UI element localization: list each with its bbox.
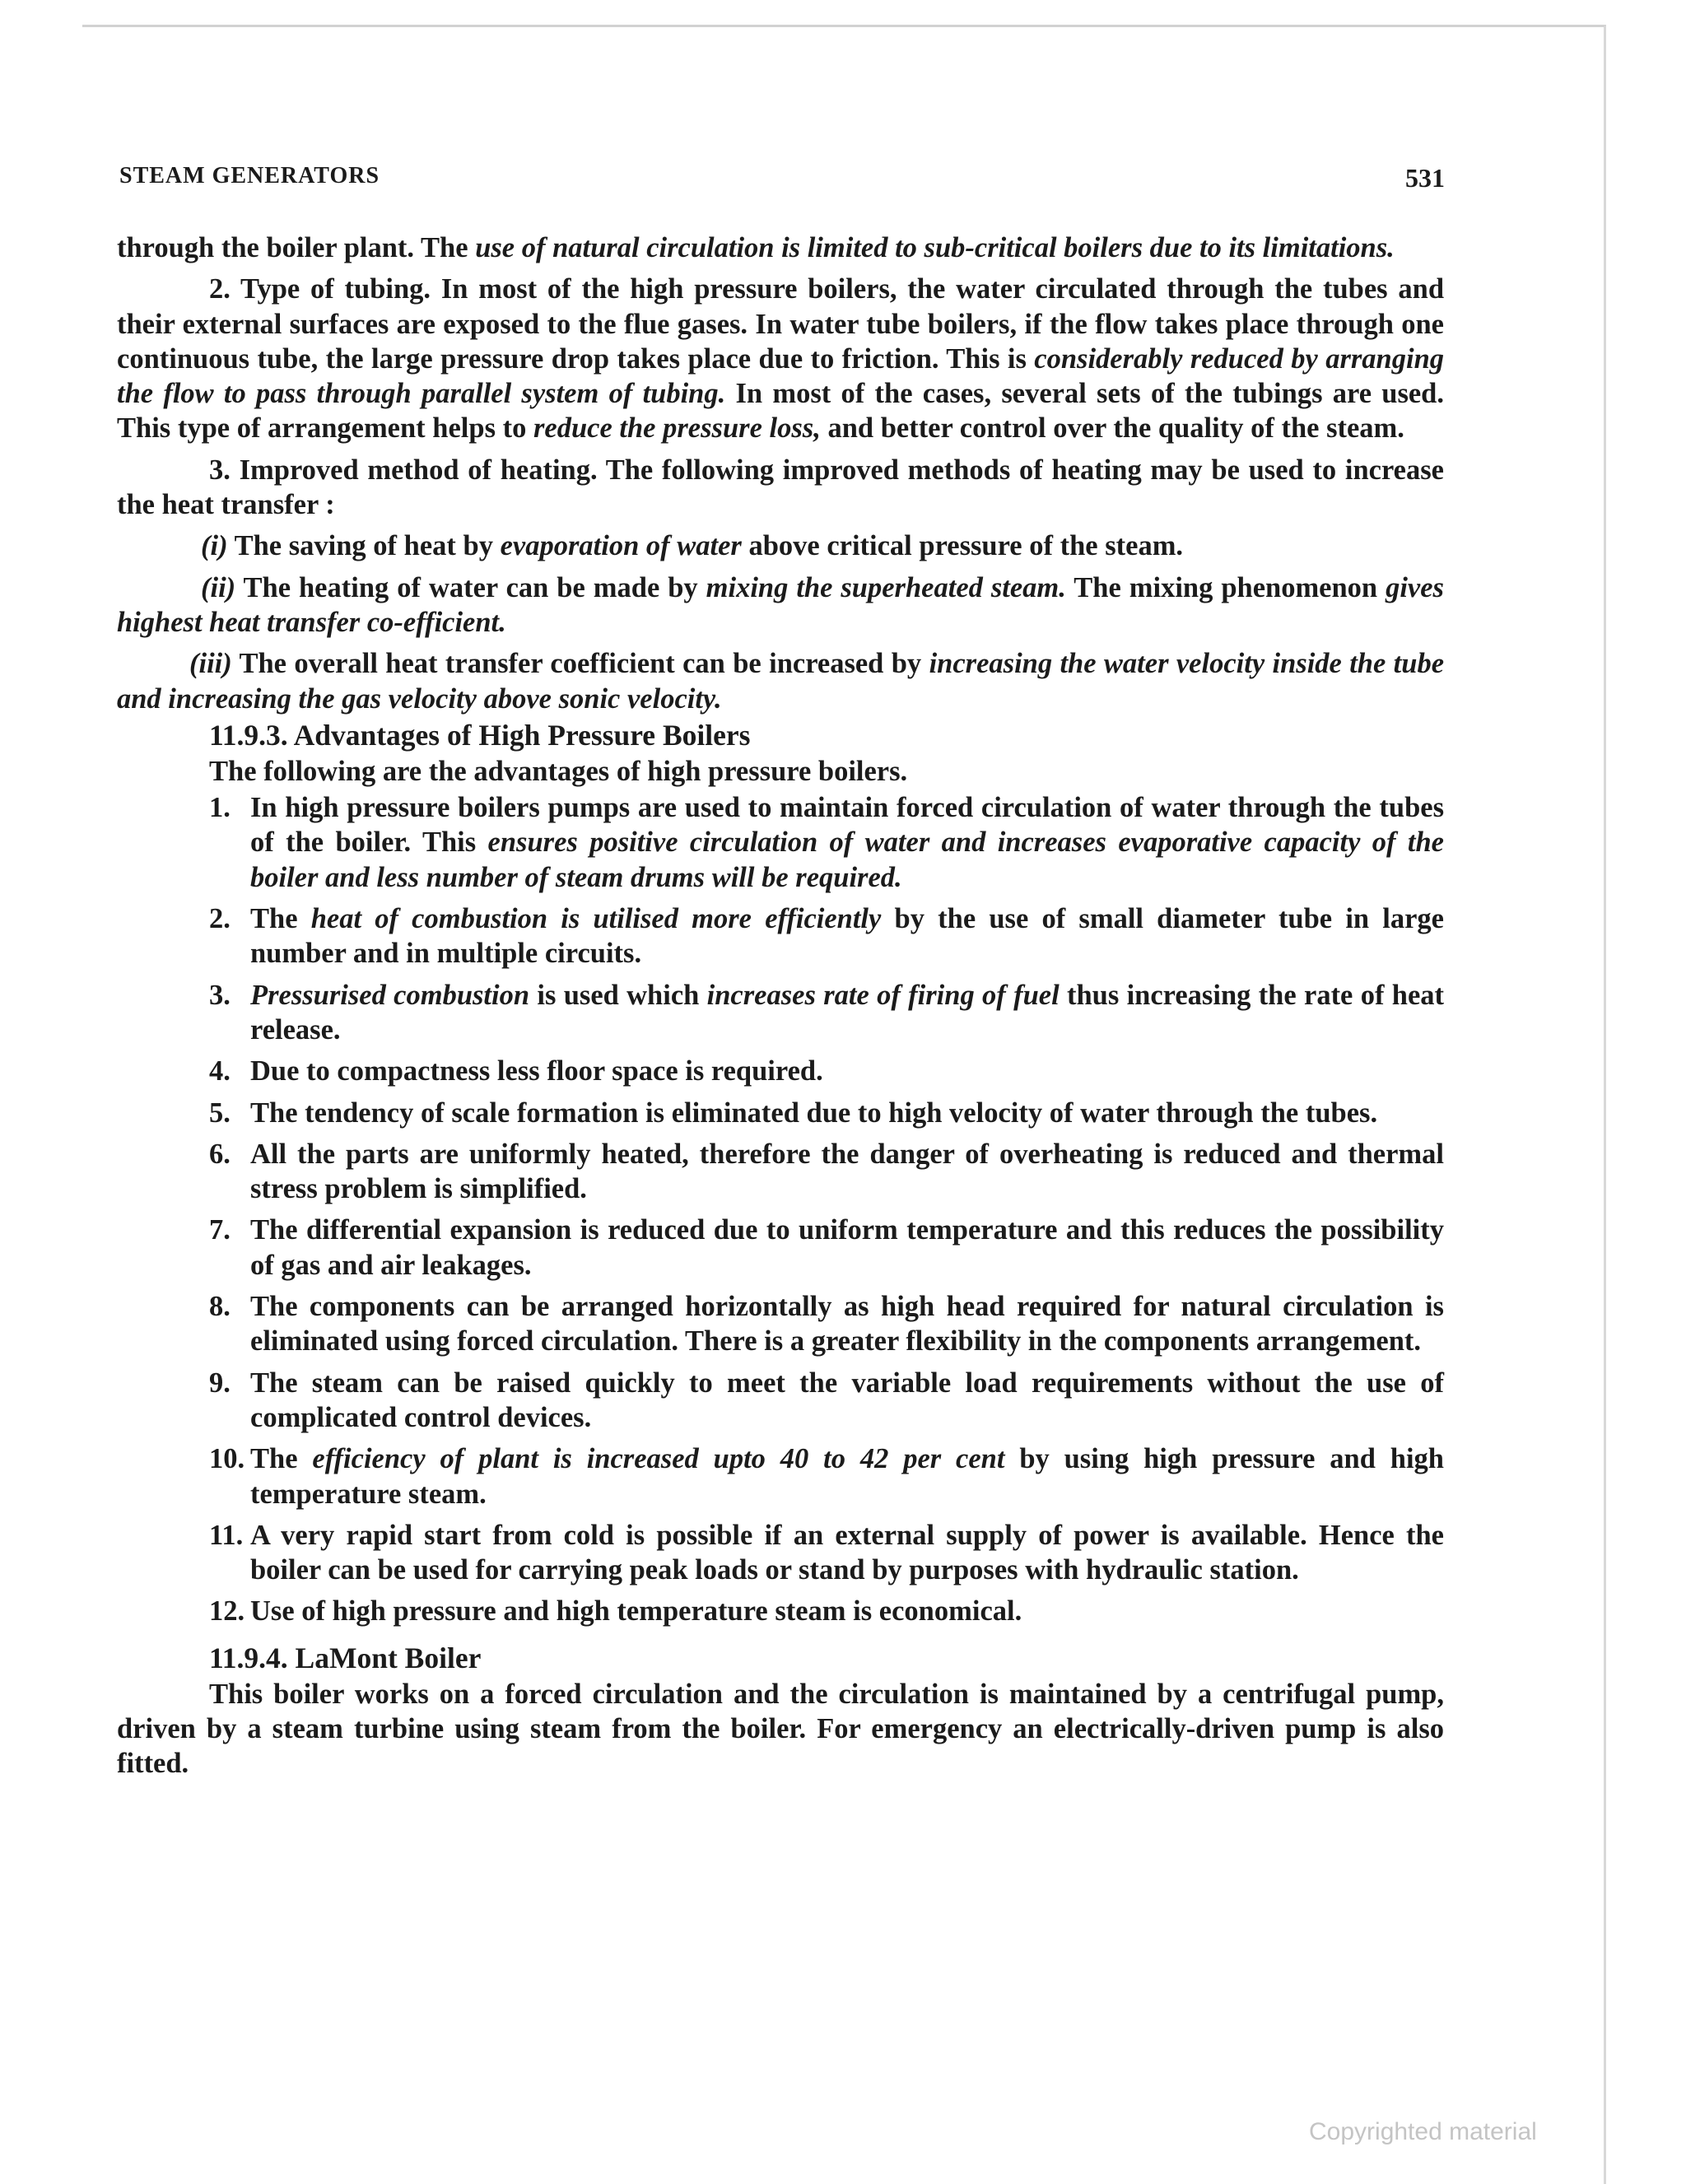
heating-item-i-text-a: The saving of heat by: [227, 530, 501, 562]
advantage-item: [117, 901, 1444, 971]
advantages-lead: The following are the advantages of high pressure boilers.: [209, 755, 908, 787]
heating-item-i-text-b: above critical pressure of the steam.: [741, 530, 1184, 562]
advantage-number: 1.: [209, 792, 231, 824]
heating-item-iii-emphasis: increasing the water velocity inside the tube and increasing the gas velocity above sonic velocity.: [117, 648, 1445, 715]
advantage-emphasis: ensures positive circulation of water and increases evaporative capacity of the boiler and less number of steam drums will be required.: [250, 827, 1444, 893]
heating-item-iii: [117, 646, 1444, 716]
advantage-text: The differential expansion is reduced due to uniform temperature and this reduces the possibility of gas and air leakages.: [250, 1214, 1444, 1281]
section-heading-advantages: 11.9.3. Advantages of High Pressure Boilers: [209, 718, 751, 752]
advantage-number: 5.: [209, 1097, 231, 1129]
advantage-text: is used which: [529, 979, 707, 1011]
advantage-item: [117, 1096, 1444, 1130]
heating-item-ii: [117, 570, 1444, 640]
advantage-item: [117, 1518, 1444, 1588]
advantage-number: 7.: [209, 1214, 231, 1246]
page-body: [117, 231, 1444, 1781]
advantage-item: [117, 1441, 1444, 1511]
advantage-emphasis: increases rate of firing of fuel: [706, 979, 1060, 1011]
heating-title: 3. Improved method of heating.: [209, 454, 598, 486]
advantage-emphasis: Pressurised combustion: [250, 979, 530, 1011]
advantage-text: The components can be arranged horizontally as high head required for natural circulation is eliminated using forced circulation. There is a greater flexibility in the components arrangement.: [250, 1291, 1444, 1357]
advantage-text: Due to compactness less floor space is required.: [250, 1055, 823, 1087]
advantages-list: [117, 790, 1444, 1629]
heating-item-ii-text-a: The heating of water can be made by: [235, 571, 706, 603]
advantage-text: A very rapid start from cold is possible if an external supply of power is available. Hence the boiler can be used for carrying peak loads or stand by purposes with hydraulic station.: [250, 1519, 1444, 1586]
running-title: STEAM GENERATORS: [119, 163, 380, 189]
advantage-text: The: [250, 903, 311, 935]
heating-item-i-num: (i): [201, 530, 228, 562]
advantage-text: The steam can be raised quickly to meet the variable load requirements without the use of complicated control devices.: [250, 1367, 1444, 1433]
advantage-text: Use of high pressure and high temperature steam is economical.: [250, 1595, 1022, 1628]
tubing-title: 2. Type of tubing.: [209, 273, 431, 305]
advantage-item: [117, 1054, 1444, 1088]
advantage-text: by using high pressure and high temperature steam.: [250, 1443, 1444, 1510]
heating-item-ii-emphasis-1: mixing the superheated steam.: [706, 571, 1066, 603]
page-number: 531: [1405, 163, 1445, 193]
advantage-item: [117, 1594, 1444, 1628]
advantage-item: [117, 1366, 1444, 1436]
tubing-emphasis-2: reduce the pressure loss,: [533, 412, 821, 445]
copyright-watermark: Copyrighted material: [1309, 2118, 1537, 2145]
advantage-item: [117, 1213, 1444, 1283]
section-heading-lamont: 11.9.4. LaMont Boiler: [209, 1641, 482, 1674]
advantage-text: The: [250, 1443, 313, 1475]
heating-item-iii-num: (iii): [189, 648, 232, 680]
advantage-item: [117, 1137, 1444, 1207]
tubing-text-1: In most of the high pressure boilers, the water circulated through the tubes and their external surfaces are exposed to the flue gases. In water tube boilers, if the flow takes place through one continuous tube, the large pressure drop takes place due to friction. This is: [117, 273, 1445, 375]
advantage-item: [117, 978, 1444, 1048]
intro-emphasis: use of natural circulation is limited to sub-critical boilers due to its limitations.: [475, 232, 1395, 263]
advantage-text: In high pressure boilers pumps are used to maintain forced circulation of water through the tubes of the boiler. This: [250, 792, 1444, 859]
lamont-paragraph: This boiler works on a forced circulation and the circulation is maintained by a centrifugal pump, driven by a steam turbine using steam from the boiler. For emergency an electrically-driven pump is also fitted.: [117, 1678, 1444, 1780]
advantage-text: thus increasing the rate of heat release.: [250, 979, 1444, 1045]
advantage-number: 6.: [209, 1138, 231, 1170]
advantage-emphasis: heat of combustion is utilised more efficiently: [310, 903, 882, 935]
advantage-number: 3.: [209, 979, 231, 1011]
tubing-paragraph: [117, 272, 1444, 445]
tubing-text-2: In most of the cases, several sets of the tubings are used. This type of arrangement helps to: [117, 378, 1444, 445]
advantage-emphasis: efficiency of plant is increased upto 40 to 42 per cent: [312, 1443, 1005, 1475]
heating-item-iii-text: The overall heat transfer coefficient can be increased by: [231, 648, 929, 680]
heating-item-i: [117, 529, 1444, 563]
advantage-text: The tendency of scale formation is eliminated due to high velocity of water through the tubes.: [250, 1097, 1378, 1129]
advantage-number: 2.: [209, 903, 231, 935]
advantage-number: 8.: [209, 1291, 231, 1323]
tubing-text-3: and better control over the quality of the steam.: [820, 412, 1404, 445]
heating-text: The following improved methods of heating may be used to increase the heat transfer :: [117, 454, 1444, 521]
heating-item-ii-text-b: The mixing phenomenon: [1065, 571, 1386, 603]
running-header: [119, 163, 1445, 193]
advantage-number: 10.: [209, 1443, 245, 1475]
heating-item-i-emphasis: evaporation of water: [500, 530, 742, 562]
intro-text: through the boiler plant. The: [117, 232, 476, 263]
heating-paragraph: [117, 453, 1444, 523]
heating-item-ii-num: (ii): [201, 571, 236, 603]
advantage-item: [117, 1289, 1444, 1359]
advantage-text: All the parts are uniformly heated, therefore the danger of overheating is reduced and thermal stress problem is simplified.: [250, 1138, 1444, 1205]
advantage-text: by the use of small diameter tube in large number and in multiple circuits.: [250, 903, 1444, 970]
advantage-number: 12.: [209, 1595, 245, 1628]
advantage-number: 9.: [209, 1367, 231, 1399]
advantage-number: 11.: [209, 1519, 244, 1551]
advantage-item: [117, 790, 1444, 895]
tubing-emphasis-1: considerably reduced by arranging the flow to pass through parallel system of tubing.: [117, 342, 1445, 410]
heating-item-ii-emphasis-2: gives highest heat transfer co-efficient.: [117, 571, 1444, 638]
advantage-number: 4.: [209, 1055, 231, 1087]
intro-paragraph: [117, 231, 1444, 265]
